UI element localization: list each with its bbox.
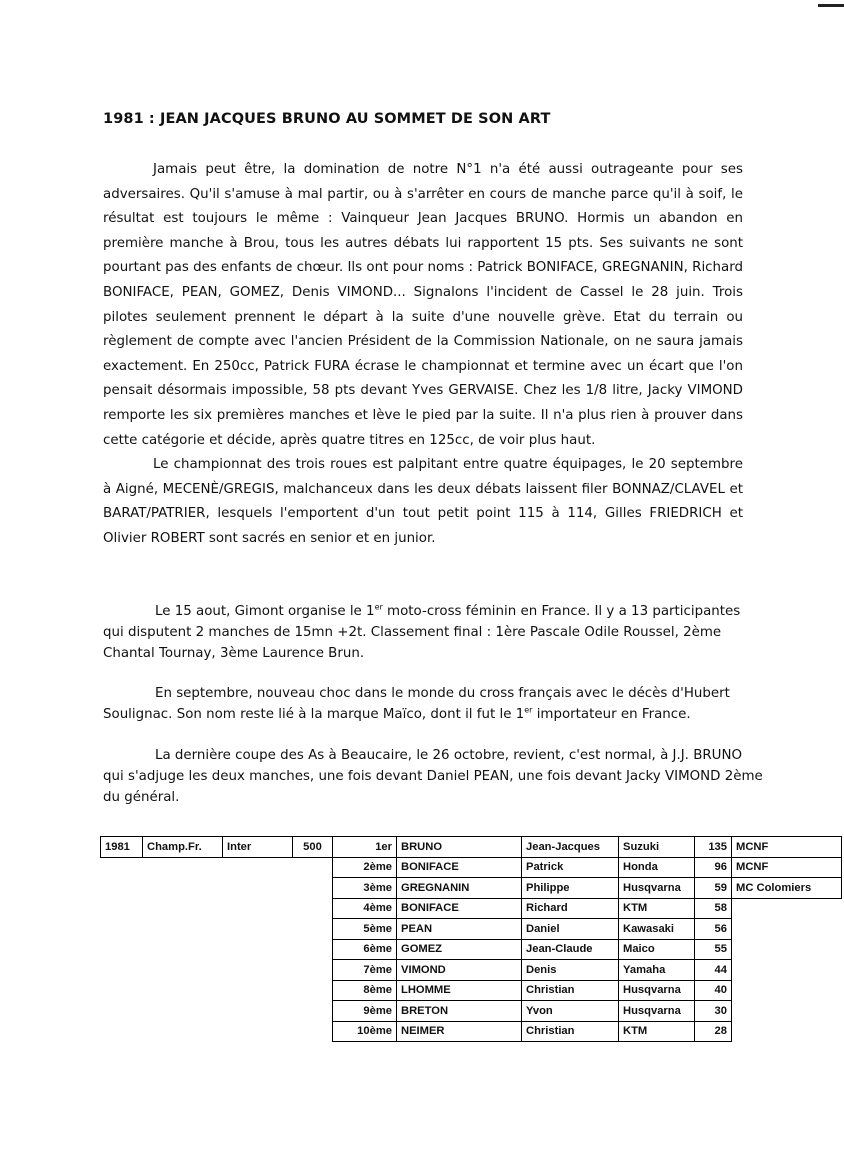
table-row (101, 857, 842, 878)
empty-cell (101, 960, 143, 981)
empty-cell (223, 919, 293, 940)
pts-cell: 55 (695, 939, 732, 960)
table-row (101, 960, 842, 981)
empty-cell (101, 980, 143, 1001)
club-cell (732, 939, 842, 960)
table-row (101, 1001, 842, 1022)
empty-cell (101, 939, 143, 960)
name-cell: GREGNANIN (397, 878, 522, 899)
empty-cell (101, 1001, 143, 1022)
pts-cell: 135 (695, 837, 732, 858)
pts-cell: 40 (695, 980, 732, 1001)
empty-cell (293, 1021, 333, 1042)
empty-cell (293, 857, 333, 878)
empty-cell (143, 898, 223, 919)
first-cell: Yvon (522, 1001, 619, 1022)
moto-cell: Yamaha (619, 960, 695, 981)
pos-cell: 6ème (333, 939, 397, 960)
first-cell: Jean-Claude (522, 939, 619, 960)
pts-cell: 56 (695, 919, 732, 940)
name-cell: BONIFACE (397, 898, 522, 919)
empty-cell (101, 878, 143, 899)
pos-cell: 4ème (333, 898, 397, 919)
empty-cell (223, 857, 293, 878)
moto-cell: Maico (619, 939, 695, 960)
moto-cell: KTM (619, 1021, 695, 1042)
club-cell (732, 980, 842, 1001)
pts-cell: 30 (695, 1001, 732, 1022)
club-cell (732, 960, 842, 981)
pos-cell: 1er (333, 837, 397, 858)
empty-cell (293, 1001, 333, 1022)
name-cell: LHOMME (397, 980, 522, 1001)
name-cell: NEIMER (397, 1021, 522, 1042)
empty-cell (293, 939, 333, 960)
empty-cell (101, 898, 143, 919)
table-row (101, 1021, 842, 1042)
empty-cell (223, 898, 293, 919)
table-row (101, 980, 842, 1001)
name-cell: VIMOND (397, 960, 522, 981)
empty-cell (293, 919, 333, 940)
name-cell: BONIFACE (397, 857, 522, 878)
pos-cell: 8ème (333, 980, 397, 1001)
name-cell: GOMEZ (397, 939, 522, 960)
empty-cell (223, 939, 293, 960)
moto-cell: Husqvarna (619, 1001, 695, 1022)
club-cell: MCNF (732, 837, 842, 858)
paragraph-beaucaire: La dernière coupe des As à Beaucaire, le 26 octobre, revient, c'est normal, à J.J. BRUNO qui s'adjuge les deux manches, une fois devant Daniel PEAN, une fois devant Jacky VIMOND 2ème du général. (103, 748, 763, 805)
club-cell: MCNF (732, 857, 842, 878)
paragraph-season-summary: Jamais peut être, la domination de notre N°1 n'a été aussi outrageante pour ses adversaires. Qu'il s'amuse à mal partir, ou à s'arrêter en cours de manche parce qu'il à soif, le résultat est toujours le même : Vainqueur Jean Jacques BRUNO. Hormis un abandon en première manche à Brou, tous les autres débats lui rapportent 15 pts. Ses suivants ne sont pourtant pas des enfants de chœur. Ils ont pour noms : Patrick BONIFACE, GREGNANIN, Richard BONIFACE, PEAN, GOMEZ, Denis VIMOND... Signalons l'incident de Cassel le 28 juin. Trois pilotes seulement prennent le départ à la suite d'une nouvelle grève. Etat du terrain ou règlement de compte avec l'ancien Président de la Commission Nationale, on ne saura jamais exactement. En 250cc, Patrick FURA écrase le championnat et termine avec un écart que l'on pensait désormais impossible, 58 pts devant Yves GERVAISE. Chez les 1/8 litre, Jacky VIMOND remporte les six premières manches et lève le pied par la suite. Il n'a plus rien à prouver dans cette catégorie et décide, après quatre titres en 125cc, de voir plus haut. (103, 162, 743, 448)
empty-cell (293, 878, 333, 899)
paragraph-soulignac: En septembre, nouveau choc dans le monde du cross français avec le décès d'Hubert Soulignac. Son nom reste lié à la marque Maïco, dont il fut le 1er importateur en France. (103, 686, 730, 722)
first-cell: Christian (522, 980, 619, 1001)
first-cell: Jean-Jacques (522, 837, 619, 858)
first-cell: Daniel (522, 919, 619, 940)
empty-cell (143, 878, 223, 899)
empty-cell (143, 919, 223, 940)
scan-edge-mark (818, 4, 844, 7)
pos-cell: 2ème (333, 857, 397, 878)
name-cell: BRUNO (397, 837, 522, 858)
empty-cell (143, 960, 223, 981)
pos-cell: 9ème (333, 1001, 397, 1022)
empty-cell (223, 878, 293, 899)
empty-cell (223, 980, 293, 1001)
pts-cell: 59 (695, 878, 732, 899)
pts-cell: 58 (695, 898, 732, 919)
pts-cell: 44 (695, 960, 732, 981)
pos-cell: 7ème (333, 960, 397, 981)
empty-cell (101, 919, 143, 940)
table-row (101, 898, 842, 919)
first-cell: Richard (522, 898, 619, 919)
first-cell: Christian (522, 1021, 619, 1042)
name-cell: PEAN (397, 919, 522, 940)
empty-cell (223, 960, 293, 981)
pos-cell: 5ème (333, 919, 397, 940)
empty-cell (293, 960, 333, 981)
empty-cell (101, 857, 143, 878)
results-table (100, 836, 842, 1042)
table-row (101, 837, 842, 858)
first-cell: Patrick (522, 857, 619, 878)
paragraph-feminine-motocross: Le 15 aout, Gimont organise le 1er moto-cross féminin en France. Il y a 13 participantes qui disputent 2 manches de 15mn +2t. Classement final : 1ère Pascale Odile Roussel, 2ème Chantal Tournay, 3ème Laurence Brun. (103, 602, 741, 661)
club-cell (732, 919, 842, 940)
moto-cell: Husqvarna (619, 980, 695, 1001)
article-title: 1981 : JEAN JACQUES BRUNO AU SOMMET DE SON ART (103, 111, 551, 127)
empty-cell (101, 1021, 143, 1042)
first-cell: Denis (522, 960, 619, 981)
empty-cell (223, 1001, 293, 1022)
empty-cell (293, 980, 333, 1001)
table-row (101, 939, 842, 960)
moto-cell: Honda (619, 857, 695, 878)
table-row (101, 919, 842, 940)
moto-cell: KTM (619, 898, 695, 919)
article-body (103, 158, 743, 552)
category-cell: Inter (223, 837, 293, 858)
moto-cell: Suzuki (619, 837, 695, 858)
championship-cell: Champ.Fr. (143, 837, 223, 858)
moto-cell: Kawasaki (619, 919, 695, 940)
empty-cell (143, 1001, 223, 1022)
first-cell: Philippe (522, 878, 619, 899)
paragraph-sidecar: Le championnat des trois roues est palpitant entre quatre équipages, le 20 septembre à Aigné, MECENÈ/GREGIS, malchanceux dans les deux débats laissent filer BONNAZ/CLAVEL et BARAT/PATRIER, lesquels l'emportent d'un tout petit point 115 à 114, Gilles FRIEDRICH et Olivier ROBERT sont sacrés en senior et en junior. (103, 457, 743, 546)
pts-cell: 96 (695, 857, 732, 878)
club-cell: MC Colomiers (732, 878, 842, 899)
empty-cell (143, 1021, 223, 1042)
table-row (101, 878, 842, 899)
empty-cell (143, 857, 223, 878)
club-cell (732, 1001, 842, 1022)
pos-cell: 3ème (333, 878, 397, 899)
pos-cell: 10ème (333, 1021, 397, 1042)
empty-cell (293, 898, 333, 919)
club-cell (732, 898, 842, 919)
empty-cell (143, 939, 223, 960)
empty-cell (223, 1021, 293, 1042)
pts-cell: 28 (695, 1021, 732, 1042)
cc-cell: 500 (293, 837, 333, 858)
empty-cell (143, 980, 223, 1001)
year-cell: 1981 (101, 837, 143, 858)
club-cell (732, 1021, 842, 1042)
moto-cell: Husqvarna (619, 878, 695, 899)
name-cell: BRETON (397, 1001, 522, 1022)
